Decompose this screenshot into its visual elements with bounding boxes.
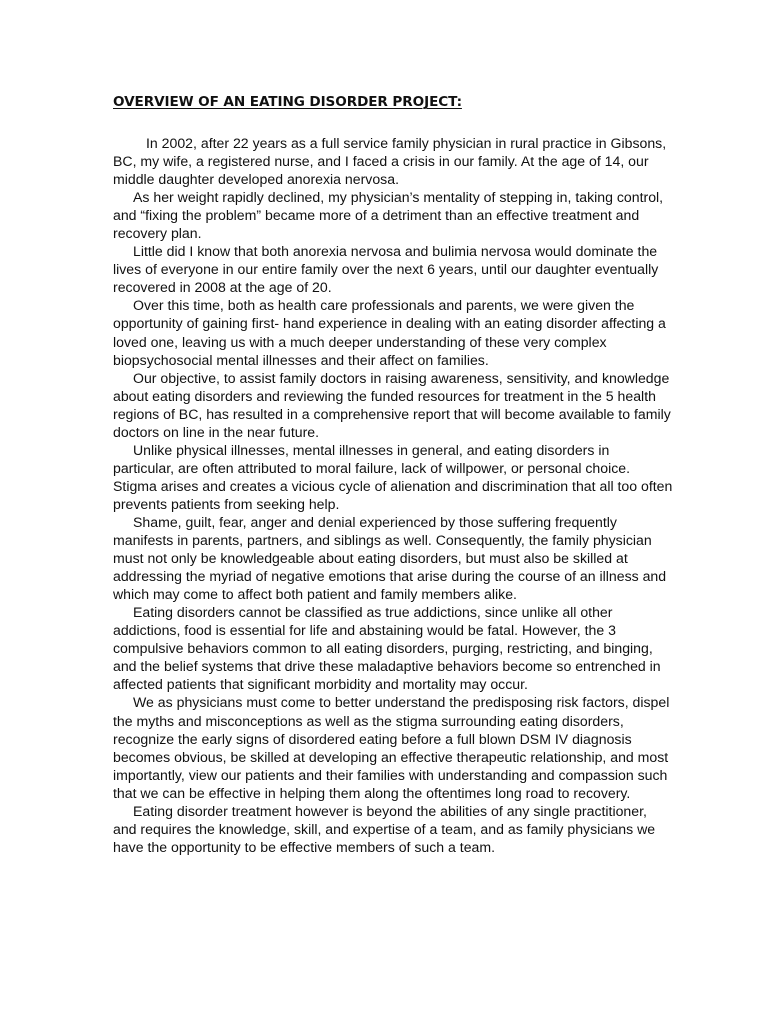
paragraph: Unlike physical illnesses, mental illnesses in general, and eating disorders in particular, are often attributed to moral failure, lack of willpower, or personal choice. Stigma arises and creates a vicious cycle of alienation and discrimination that all too often prevents patients from seeking help.	[113, 441, 673, 512]
paragraph: We as physicians must come to better understand the predisposing risk factors, dispel the myths and misconceptions as well as the stigma surrounding eating disorders, recognize the early signs of disordered eating before a full blown DSM IV diagnosis becomes obvious, be skilled at developing an effective therapeutic relationship, and most importantly, view our patients and their families with understanding and compassion such that we can be effective in helping them along the oftentimes long road to recovery.	[113, 694, 670, 801]
document-body	[113, 134, 673, 856]
paragraph: Eating disorder treatment however is beyond the abilities of any single practitioner, and requires the knowledge, skill, and expertise of a team, and as family physicians we have the opportunity to be effective members of such a team.	[113, 802, 656, 855]
paragraph: Little did I know that both anorexia nervosa and bulimia nervosa would dominate the lives of everyone in our entire family over the next 6 years, until our daughter eventually recovered in 2008 at the age of 20.	[113, 243, 659, 296]
paragraph: Our objective, to assist family doctors in raising awareness, sensitivity, and knowledge about eating disorders and reviewing the funded resources for treatment in the 5 health regions of BC, has resulted in a comprehensive report that will become available to family doctors on line in the near future.	[113, 369, 671, 440]
page-title: OVERVIEW OF AN EATING DISORDER PROJECT:	[113, 94, 462, 110]
paragraph: Eating disorders cannot be classified as true addictions, since unlike all other addictions, food is essential for life and abstaining would be fatal. However, the 3 compulsive behaviors common to all eating disorders, purging, restricting, and binging, and the belief systems that drive these maladaptive behaviors become so entrenched in affected patients that significant morbidity and mortality may occur.	[113, 604, 661, 693]
paragraph: Over this time, both as health care professionals and parents, we were given the opportunity of gaining first- hand experience in dealing with an eating disorder affecting a loved one, leaving us with a much deeper understanding of these very complex biopsychosocial mental illnesses and their affect on families.	[113, 297, 666, 368]
paragraph: Shame, guilt, fear, anger and denial experienced by those suffering frequently manifests in parents, partners, and siblings as well. Consequently, the family physician must not only be knowledgeable about eating disorders, but must also be skilled at addressing the myriad of negative emotions that arise during the course of an illness and which may come to affect both patient and family members alike.	[113, 513, 667, 603]
paragraph: As her weight rapidly declined, my physician’s mentality of stepping in, taking control, and “fixing the problem” became more of a detriment than an effective treatment and recovery plan.	[113, 189, 664, 242]
paragraph: In 2002, after 22 years as a full service family physician in rural practice in Gibsons, BC, my wife, a registered nurse, and I faced a crisis in our family. At the age of 14, our middle daughter developed anorexia nervosa.	[113, 135, 667, 188]
